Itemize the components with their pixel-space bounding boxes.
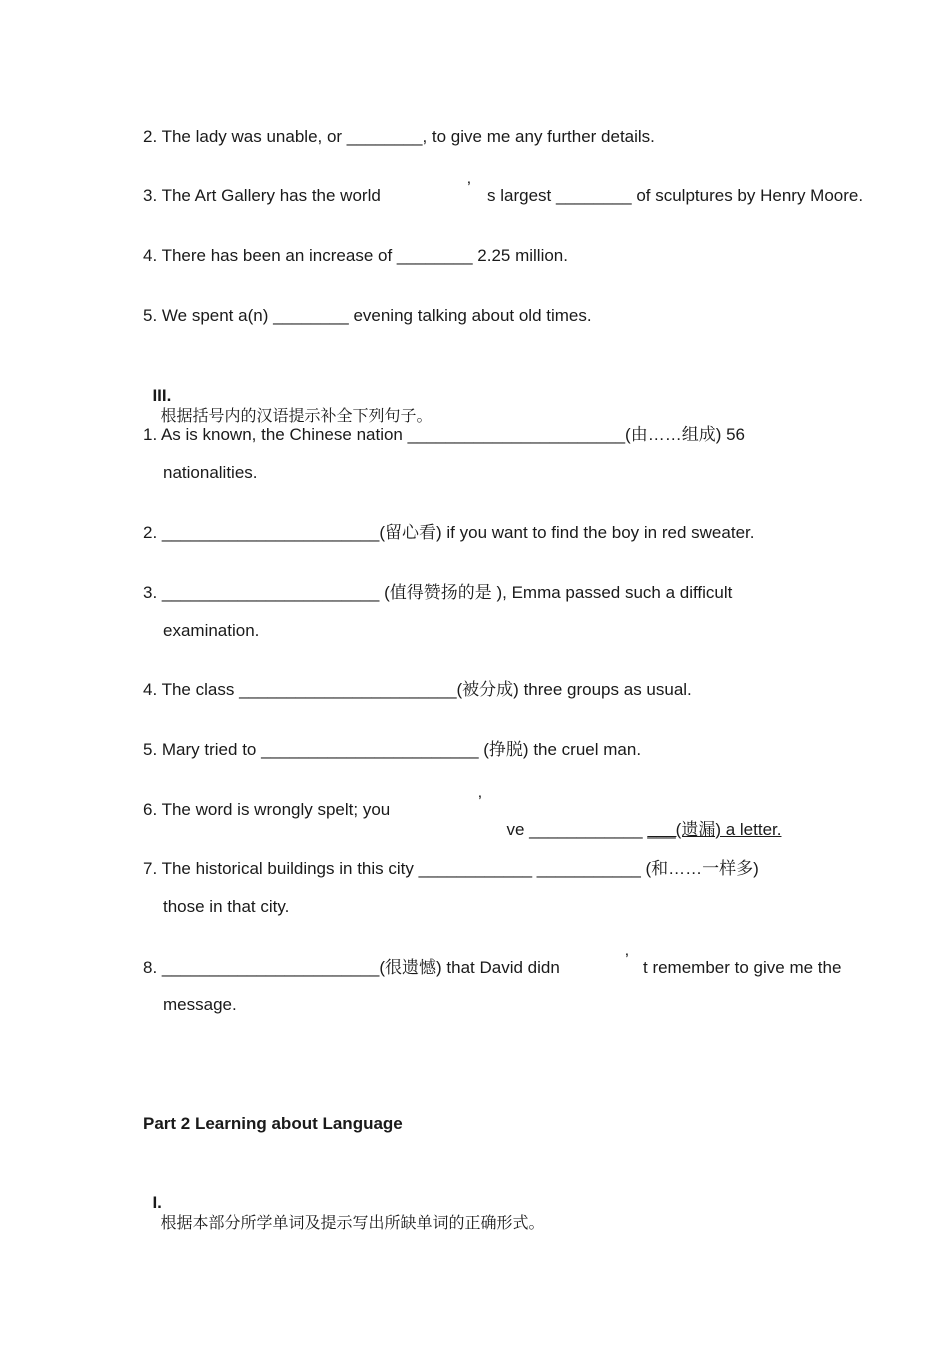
section-iii-heading (143, 366, 432, 426)
sentence-1-line1: 1. As is known, the Chinese nation _______________________(由……组成) 56 (143, 425, 746, 444)
sentence-7-line1: 7. The historical buildings in this city ____________ ___________ (和……一样多) (143, 859, 759, 878)
part2-section-i-instruction: 根据本部分所学单词及提示写出所缺单词的正确形式。 (160, 1213, 545, 1232)
q3-line-end: s largest ________ of sculptures by Henry Moore. (487, 186, 864, 205)
q5-line: 5. We spent a(n) ________ evening talking about old times. (143, 306, 592, 325)
part2-section-i (143, 1173, 544, 1233)
sentence-6-end (497, 800, 781, 840)
sentence-8-line2: message. (163, 995, 237, 1014)
sentence-1-line2: nationalities. (163, 463, 258, 482)
sentence-5: 5. Mary tried to _______________________ (挣脱) the cruel man. (143, 740, 642, 759)
part2-section-i-number: I. (152, 1193, 162, 1212)
sentence-2: 2. _______________________(留心看) if you want to find the boy in red sweater. (143, 523, 755, 542)
sentence-6-hint: ___(遗漏) a letter. (647, 820, 782, 839)
sentence-7-line2: those in that city. (163, 897, 290, 916)
sentence-6-apostrophe: ’ (478, 792, 482, 811)
q3-apostrophe: ’ (467, 178, 471, 197)
sentence-6-start: 6. The word is wrongly spelt; you (143, 800, 391, 819)
q3-line-start: 3. The Art Gallery has the world (143, 186, 381, 205)
part2-title: Part 2 Learning about Language (143, 1114, 403, 1133)
sentence-8-apostrophe: ’ (625, 950, 629, 969)
sentence-6-blank: ve ____________ (506, 820, 648, 839)
q4-line: 4. There has been an increase of ________ 2.25 million. (143, 246, 568, 265)
section-iii-number: III. (152, 386, 172, 405)
sentence-4: 4. The class _______________________(被分成) three groups as usual. (143, 680, 692, 699)
sentence-3-line2: examination. (163, 621, 260, 640)
section-iii-instruction: 根据括号内的汉语提示补全下列句子。 (160, 406, 433, 425)
sentence-8-start: 8. _______________________(很遗憾) that David didn (143, 958, 560, 977)
sentence-8-end: t remember to give me the (643, 958, 842, 977)
q2-line: 2. The lady was unable, or ________, to give me any further details. (143, 127, 655, 146)
sentence-3-line1: 3. _______________________ (值得赞扬的是 ), Emma passed such a difficult (143, 583, 733, 602)
